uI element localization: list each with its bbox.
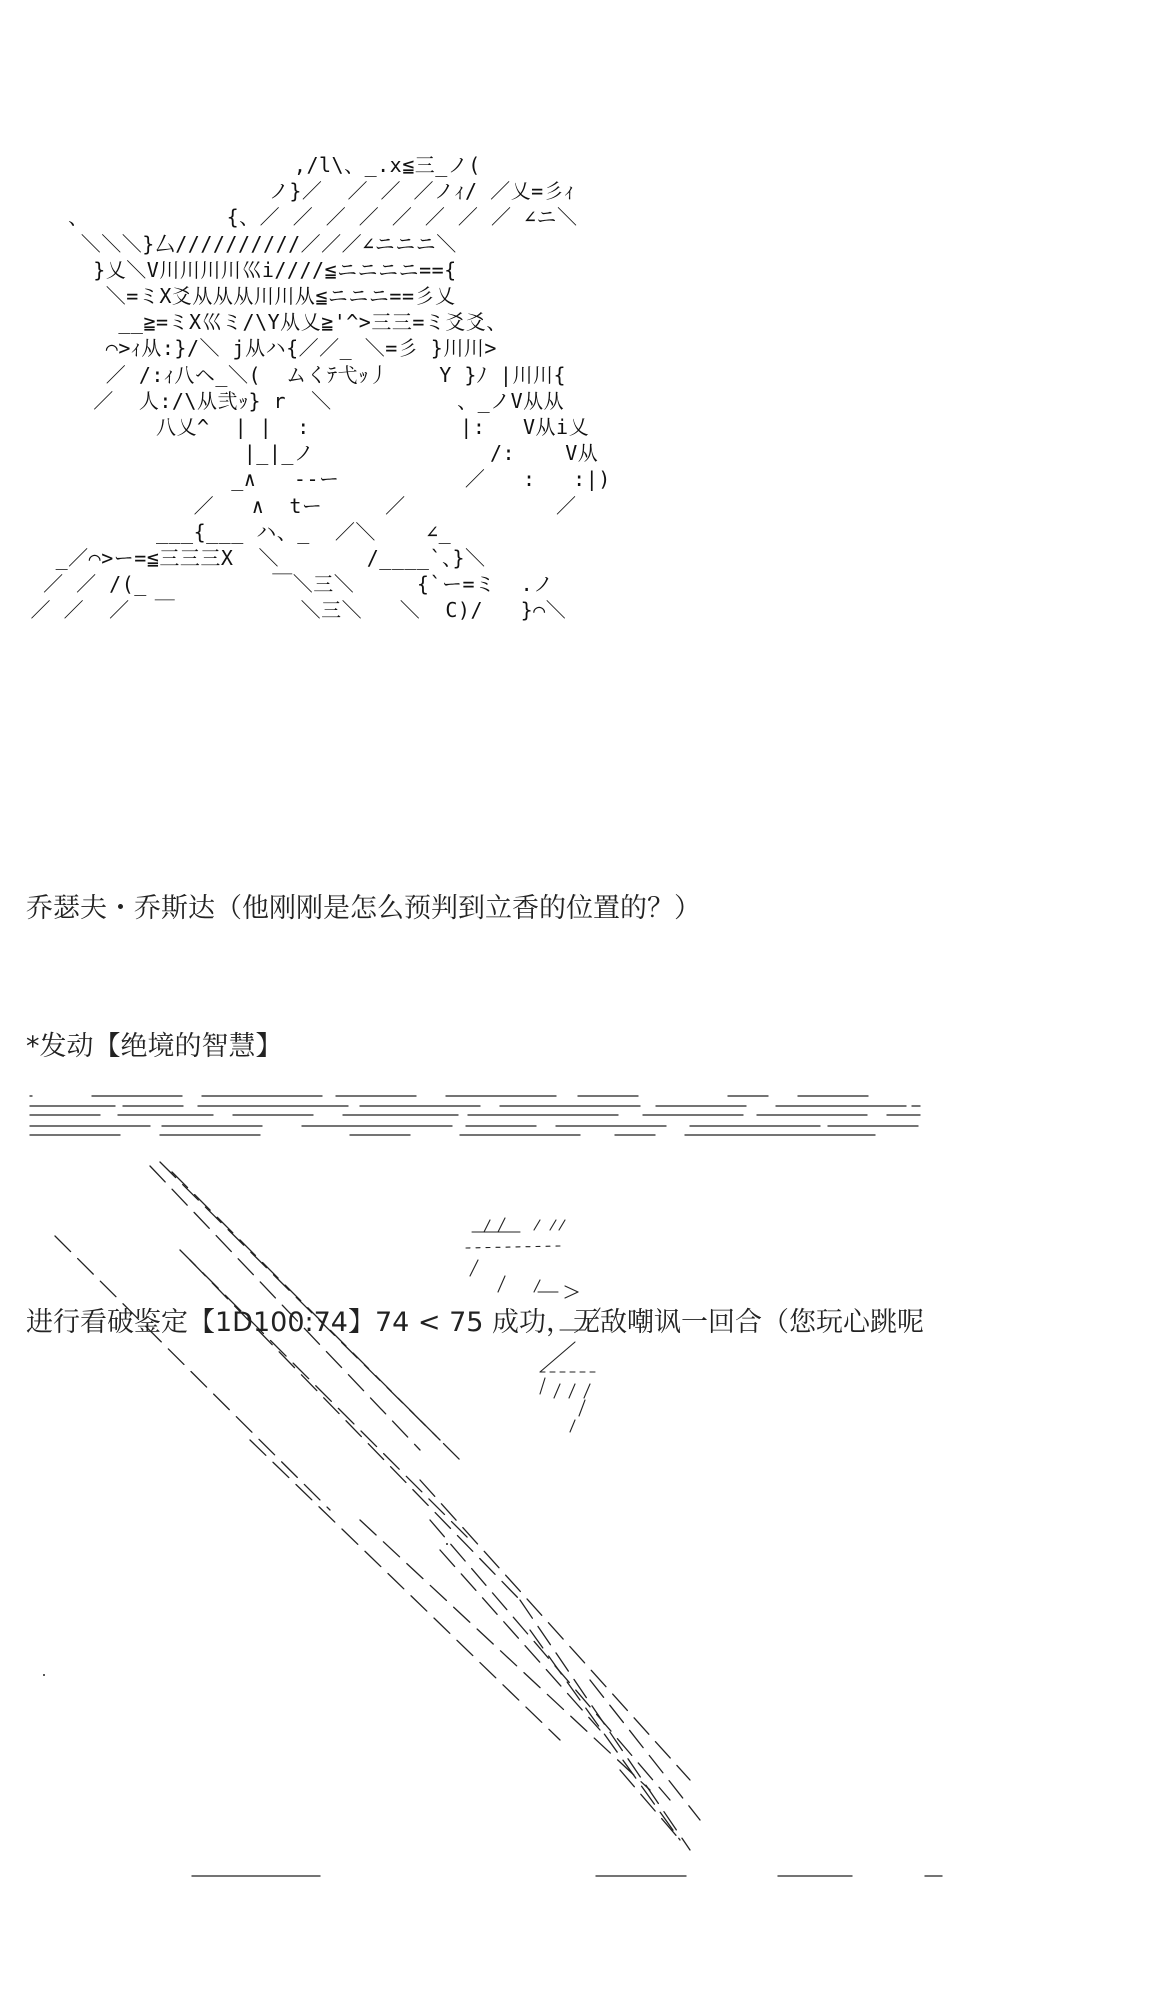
speed-lines-top	[30, 1096, 920, 1135]
dot-mark	[43, 1674, 45, 1676]
falling-figure	[466, 1218, 600, 1432]
action-scene-lines	[0, 1080, 1151, 1920]
dialogue-line-speaker: 乔瑟夫・乔斯达（他刚刚是怎么预判到立香的位置的？）	[26, 893, 701, 924]
diagonal-streaks	[55, 1162, 700, 1850]
dot-mark	[446, 1543, 448, 1545]
ascii-art-action-scene	[0, 1080, 1151, 1920]
ascii-art-character: ,/l\、_.x≦三_ノ( ノ}／ ／ ／ ／ノｨ/ ／乂=彡ｨ 、 {、／ ／ ／ ／ ／ ／ ／ ／ ∠ニ＼ ＼＼＼}厶//////////／／／∠ニニニ＼ }乂＼V川川川川巛i////≦ニニニニ=={ ＼=ミX爻从从从川川从≦ニニニ==彡乂 __≧=ミX巛ミ/\Y从乂≧'^>三三=ミ爻爻、 ⌒>ｨ从:}/＼ j从ハ{／／_ ＼=彡 }川川> ／ /:ｨ八ヘ_＼( ムくﾃ弋ｯ丿 Y }ﾉ |川川{ ／ 人:/\从弐ｯ} r ＼ 、_ノV从从 八乂^ | | : |: V从i乂 |_|_ノ /: V从 _∧ --ー ／ : :|) ／ ∧ tー ／ ／ ___{___ ハ、_ ／＼ ∠_ _／⌒>ー=≦三三三X ＼ /____`、}＼ ／ ／ /(_ ￣＼三＼ {`ー=ミ .ノ ／ ／ ／ ￣ ＼三＼ ＼ C)/ }⌒＼	[30, 153, 611, 623]
dialogue-line-roll: 进行看破鉴定【1D100:74】74 < 75 成功，无敌嘲讽一回合（您玩心跳呢	[26, 1307, 925, 1338]
dialogue-line-skill: *发动【绝境的智慧】	[26, 1031, 283, 1062]
